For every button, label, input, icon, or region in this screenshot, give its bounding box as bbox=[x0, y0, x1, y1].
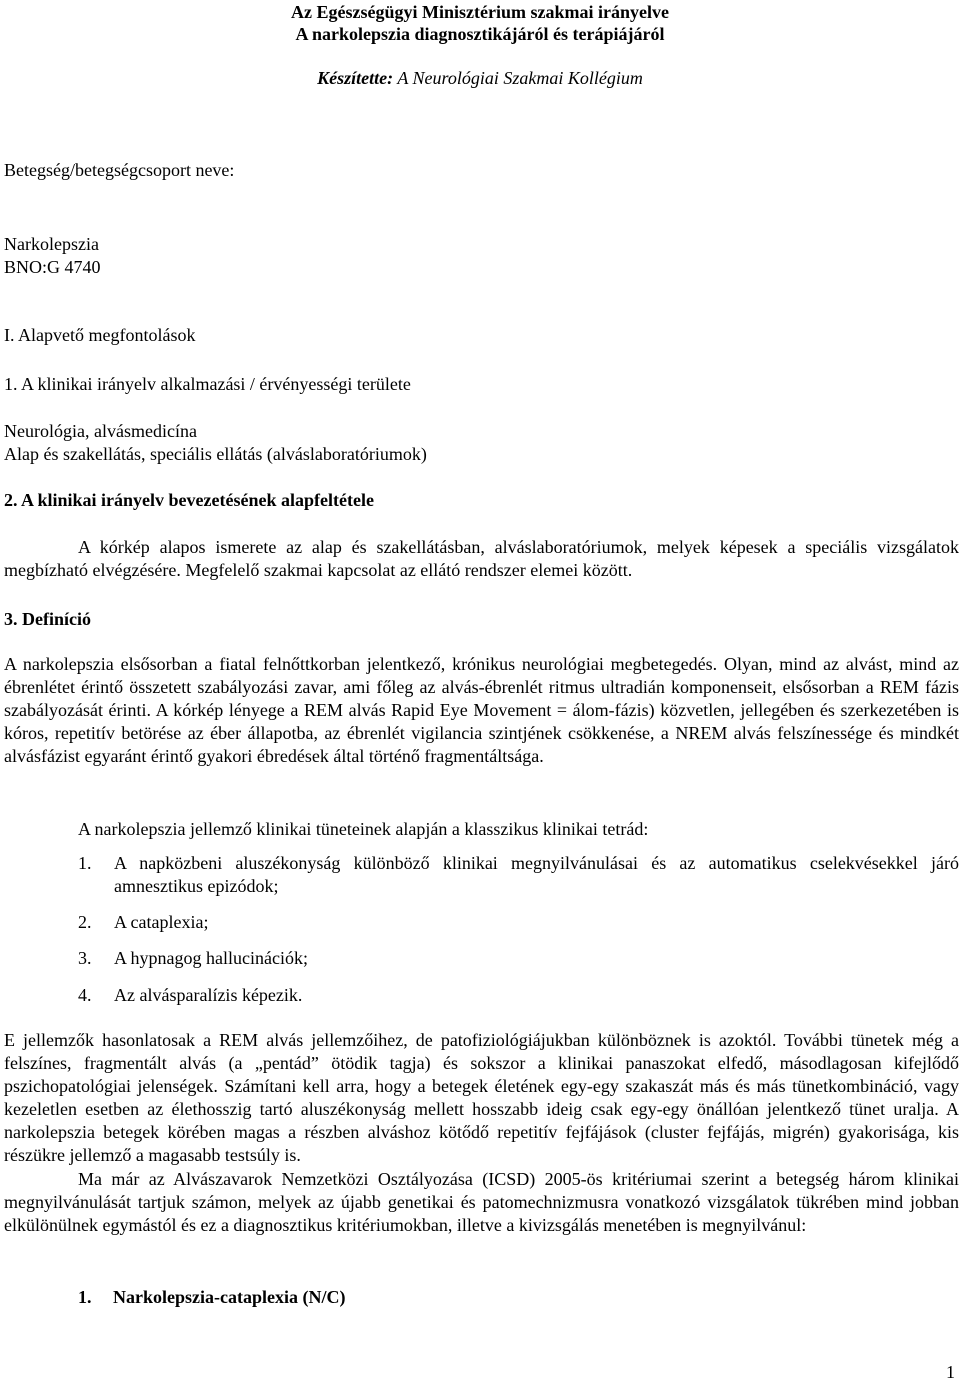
section-1-line1: Neurológia, alvásmedicína bbox=[4, 421, 197, 441]
page-number: 1 bbox=[946, 1362, 955, 1382]
tetrad-item-number: 2. bbox=[78, 912, 92, 932]
tetrad-item-number: 3. bbox=[78, 948, 92, 968]
definition-paragraph: A narkolepszia elsősorban a fiatal felnőttkorban jelentkező, krónikus neurológiai megbetegedés. Olyan, mind az alvást, mind az ébrenlétet érintő összetett szabályozási zavar, ami főleg az alvás-ébrenlét ritmus ultradián komponenseit, elsősorban a REM fázis szabályozását érinti. A kórkép lényege a REM alvás Rapid Eye Movement = álom-fázis) közvetlen, jellegében és szerkezetében is kóros, repetitív betörése az éber állapotba, az ébrenlét vigilancia szintjének csökkenése, a NREM alvás felszínessége és mindkét alvásfázist egyaránt érintő gyakori ébredések által történő fragmentáltsága. bbox=[4, 654, 959, 766]
disease-code: BNO:G 4740 bbox=[4, 257, 101, 277]
disease-name: Narkolepszia bbox=[4, 234, 99, 254]
author-label: Készítette: bbox=[317, 68, 394, 88]
section-1-heading: 1. A klinikai irányelv alkalmazási / érvényességi területe bbox=[4, 374, 411, 394]
document-title-line2: A narkolepszia diagnosztikájáról és terápiájáról bbox=[295, 24, 665, 44]
subsection-title: Narkolepszia-cataplexia (N/C) bbox=[113, 1287, 346, 1307]
tetrad-item-text: A hypnagog hallucinációk; bbox=[114, 948, 308, 968]
symptoms-paragraph: E jellemzők hasonlatosak a REM alvás jellemzőihez, de patofiziológiájukban különböznek is azoktól. További tünetek még a felszínes, fragmentált alvás (a „pentád” ötödik tagja) és sokszor a klinikai panaszokat elfedő, másodlagosan kifejlődő pszichopatológiai jelenségek. Számítani kell arra, hogy a betegek életének egy-egy szakaszát más és más tünetkombináció, vagy kezeletlen esetben az élethosszig tartó aluszékonyság mellett hosszabb ideig csak egy-egy önállóan jelentkező tünet uralja. A narkolepszia betegek körében magas a részben alváshoz kötődő repetitív fejfájások (cluster fejfájás, migrén) gyakorisága, kis részükre jellemző a magasabb testsúly is. bbox=[4, 1030, 959, 1165]
author-value: A Neurológiai Szakmai Kollégium bbox=[393, 68, 643, 88]
tetrad-item-text: Az alvásparalízis képezik. bbox=[114, 985, 303, 1005]
section-2-paragraph: A kórkép alapos ismerete az alap és szakellátásban, alváslaboratóriumok, melyek képesek a speciális vizsgálatok megbízható elvégzésére. Megfelelő szakmai kapcsolat az ellátó rendszer elemei között. bbox=[4, 537, 959, 580]
section-2-heading: 2. A klinikai irányelv bevezetésének alapfeltétele bbox=[4, 490, 374, 510]
section-3-heading: 3. Definíció bbox=[4, 609, 91, 629]
document-title-line1: Az Egészségügyi Minisztérium szakmai irányelve bbox=[291, 2, 669, 22]
section-i-heading: I. Alapvető megfontolások bbox=[4, 325, 196, 345]
tetrad-item-text: A cataplexia; bbox=[114, 912, 209, 932]
subsection-number: 1. bbox=[78, 1287, 92, 1307]
tetrad-intro: A narkolepszia jellemző klinikai tüneteinek alapján a klasszikus klinikai tetrád: bbox=[78, 819, 649, 839]
tetrad-item-number: 1. bbox=[78, 853, 92, 873]
author-line bbox=[0, 67, 960, 90]
disease-group-label: Betegség/betegségcsoport neve: bbox=[4, 160, 235, 180]
tetrad-item-number: 4. bbox=[78, 985, 92, 1005]
tetrad-item-text: A napközbeni aluszékonyság különböző klinikai megnyilvánulásai és az automatikus cselekvésekkel járó amnesztikus epizódok; bbox=[114, 853, 959, 896]
icsd-paragraph: Ma már az Alvászavarok Nemzetközi Osztályozása (ICSD) 2005-ös kritériumai szerint a betegség három klinikai megnyilvánulását tartjuk számon, melyek az újabb genetikai és patomechnizmusra vonatkozó vizsgálatok tükrében mind jobban elkülönülnek egymástól és ez a diagnosztikus kritériumokban, illetve a kivizsgálás menetében is megnyilvánul: bbox=[4, 1169, 959, 1235]
section-1-line2: Alap és szakellátás, speciális ellátás (alváslaboratóriumok) bbox=[4, 444, 427, 464]
